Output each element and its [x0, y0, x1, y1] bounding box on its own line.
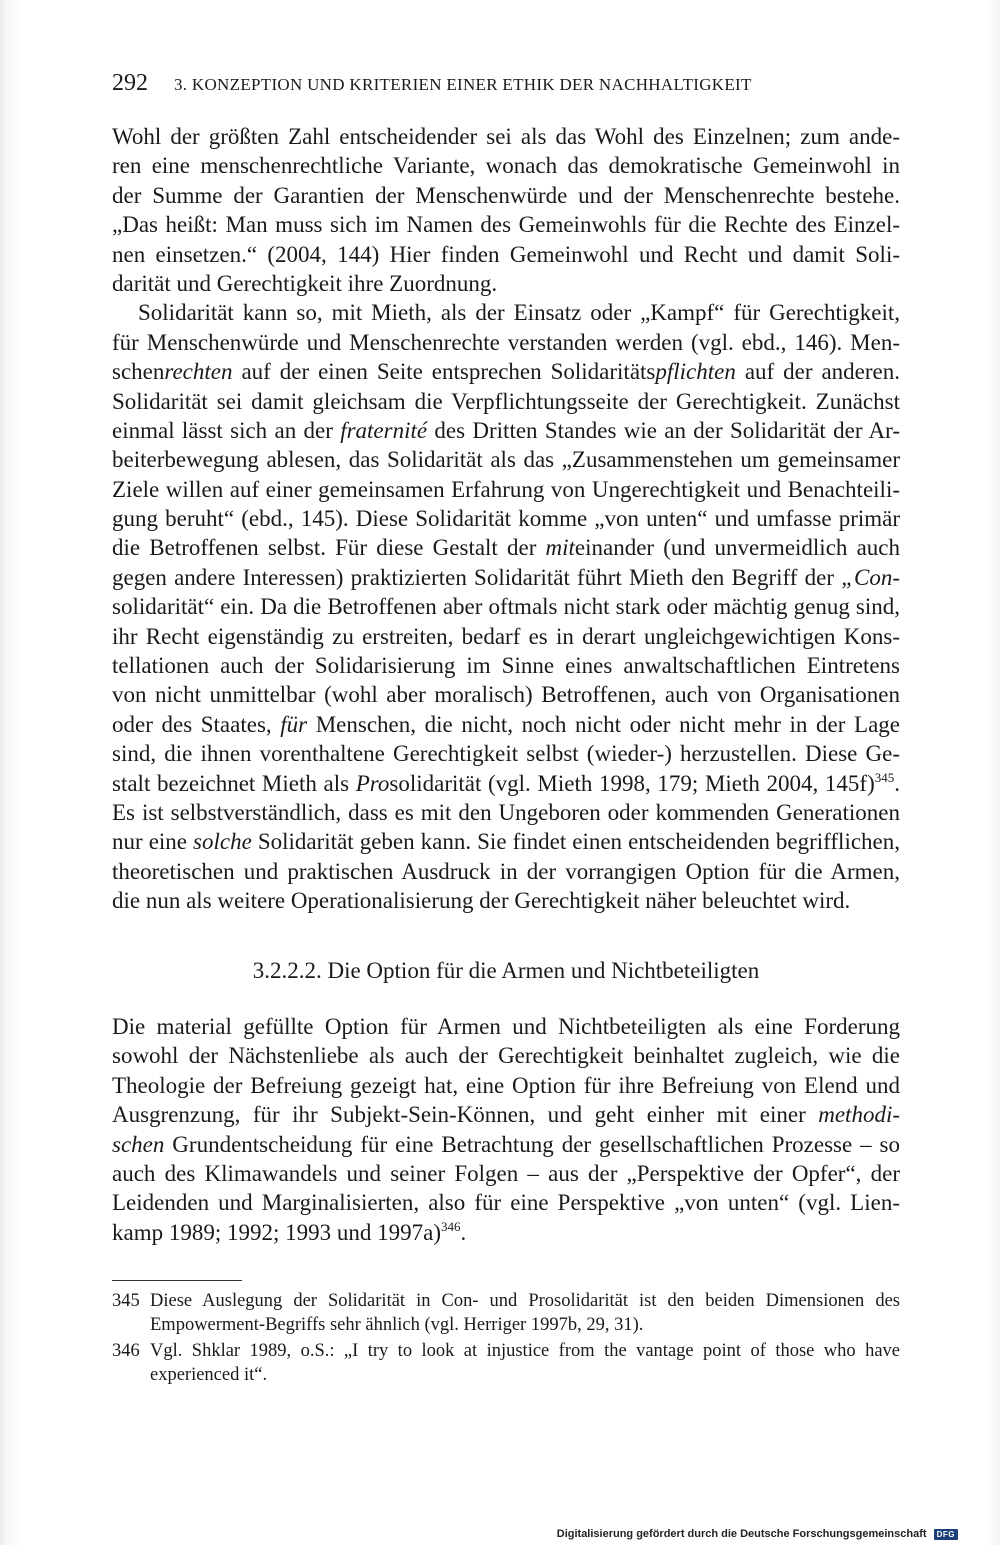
credit-text: Digitalisierung gefördert durch die Deutsche Forschungsgemeinschaft: [556, 1528, 927, 1540]
footnote-number: 346: [112, 1341, 140, 1361]
text-line: die nun als weitere Operationalisierung der Gerechtigkeit näher beleuchtet wird.: [112, 888, 851, 914]
text-line: schenrechten auf der einen Seite entsprechen Solidaritätspflichten auf der anderen.: [112, 359, 900, 385]
text-line: Solidarität sei damit gleichsam die Verpflichtungsseite der Gerechtigkeit. Zunächst: [112, 388, 900, 414]
text-line: nur eine solche Solidarität geben kann. Sie findet einen entscheidenden begrifflichen,: [112, 829, 901, 855]
text-line: Es ist selbstverständlich, dass es mit den Ungeboren oder kommenden Generationen: [112, 799, 900, 825]
footnote-ref-346[interactable]: 346: [441, 1218, 461, 1234]
text-line: Ziele willen auf einer gemeinsamen Erfahrung von Ungerechtigkeit und Benachteili-: [112, 476, 900, 502]
footnote-separator: [112, 1280, 242, 1281]
text-line: oder des Staates, für Menschen, die nicht, noch nicht oder nicht mehr in der Lage: [112, 711, 900, 737]
footnote-ref-345[interactable]: 345: [874, 769, 895, 785]
text-line: einmal lässt sich an der fraternité des Dritten Standes wie an der Solidarität der Ar-: [112, 417, 900, 443]
text-line: Wohl der größten Zahl entscheidender sei als das Wohl des Einzelnen; zum ande-: [112, 124, 900, 149]
text-line: gegen andere Interessen) praktizierten Solidarität führt Mieth den Begriff der „Con-: [112, 564, 900, 590]
text-line: Leidenden und Marginalisierten, also für eine Perspektive „von unten“ (vgl. Lien-: [112, 1190, 900, 1216]
footnote-345: [112, 1290, 900, 1337]
footnote-line: Vgl. Shklar 1989, o.S.: „I try to look at injustice from the vantage point of those who have: [150, 1341, 900, 1361]
text-line: beiterbewegung ablesen, das Solidarität als das „Zusammenstehen um gemeinsamer: [112, 447, 900, 473]
text-line: die Betroffenen selbst. Für diese Gestalt der miteinander (und unvermeidlich auch: [112, 535, 900, 561]
footnote-line: Diese Auslegung der Solidarität in Con- und Prosolidarität ist den beiden Dimensionen des: [150, 1291, 900, 1311]
text-line: ren eine menschenrechtliche Variante, wonach das demokratische Gemeinwohl in: [112, 153, 900, 179]
text-line: kamp 1989; 1992; 1993 und 1997a)$^{346}$.: [112, 1218, 467, 1245]
footnote-line: experienced it“.: [150, 1364, 268, 1385]
section-heading: 3.2.2.2. Die Option für die Armen und Nichtbeteiligten: [252, 958, 760, 983]
text-line: von nicht unmittelbar (wohl aber moralisch) Betroffenen, auch von Organisationen: [112, 682, 900, 708]
text-line: darität und Gerechtigkeit ihre Zuordnung.: [112, 270, 498, 296]
text-line: sind, die ihnen vorenthaltene Gerechtigkeit selbst (wieder-) herzustellen. Diese Ge-: [112, 741, 900, 767]
text-line: „Das heißt: Man muss sich im Namen des Gemeinwohls für die Rechte des Einzel-: [112, 212, 900, 238]
text-line: schen Grundentscheidung für eine Betrachtung der gesellschaftlichen Prozesse – so: [112, 1131, 900, 1157]
text-line: Ausgrenzung, für ihr Subjekt-Sein-Können, und geht einher mit einer methodi-: [112, 1102, 900, 1128]
page-header: [112, 70, 912, 97]
text-line: solidarität“ ein. Da die Betroffenen aber oftmals nicht stark oder mächtig genug sind,: [112, 594, 900, 620]
text-line: tellationen auch der Solidarisierung im Sinne eines anwaltschaftlichen Eintretens: [112, 653, 900, 679]
digitization-credit: [557, 1528, 958, 1540]
text-line: der Summe der Garantien der Menschenwürde und der Menschenrechte bestehe.: [112, 182, 900, 208]
footnote-line: Empowerment-Begriffs sehr ähnlich (vgl. Herriger 1997b, 29, 31).: [150, 1314, 644, 1335]
footnotes: [112, 1290, 900, 1387]
text-line: stalt bezeichnet Mieth als Prosolidarität (vgl. Mieth 1998, 179; Mieth 2004, 145f)$^{345}$.: [112, 769, 900, 796]
text-line: nen einsetzen.“ (2004, 144) Hier finden Gemeinwohl und Recht und damit Soli-: [112, 241, 900, 267]
footnote-number: 345: [112, 1291, 140, 1311]
text-line: gung beruht“ (ebd., 145). Diese Solidarität komme „von unten“ und umfasse primär: [112, 506, 900, 532]
paragraph-3: [112, 1012, 900, 1247]
text-line: auch des Klimawandels und seiner Folgen – aus der „Perspektive der Opfer“, der: [112, 1160, 900, 1186]
footnote-346: [112, 1340, 900, 1387]
text-line: theoretischen und praktischen Ausdruck in der vorrangigen Option für die Armen,: [112, 858, 900, 884]
page-number: 292: [112, 70, 148, 96]
text-line: sowohl der Nächstenliebe als auch der Gerechtigkeit beinhaltet zugleich, wie die: [112, 1043, 900, 1069]
paragraph-2: [112, 298, 900, 915]
running-head: 3. KONZEPTION UND KRITERIEN EINER ETHIK DER NACHHALTIGKEIT: [174, 75, 752, 94]
text-line: Theologie der Befreiung gezeigt hat, eine Option für ihre Befreiung von Elend und: [112, 1072, 900, 1098]
paragraph-1: [112, 122, 900, 298]
text-line: Solidarität kann so, mit Mieth, als der Einsatz oder „Kampf“ für Gerechtigkeit,: [138, 300, 900, 326]
text-line: für Menschenwürde und Menschenrechte verstanden werden (vgl. ebd., 146). Men-: [112, 329, 900, 355]
text-line: ihr Recht eigenständig zu erstreiten, bedarf es in derart ungleichgewichtigen Kons-: [112, 623, 900, 649]
text-line: Die material gefüllte Option für Armen und Nichtbeteiligten als eine Forderung: [112, 1014, 900, 1039]
dfg-logo-icon: DFG: [934, 1529, 958, 1540]
main-text: [112, 122, 900, 916]
